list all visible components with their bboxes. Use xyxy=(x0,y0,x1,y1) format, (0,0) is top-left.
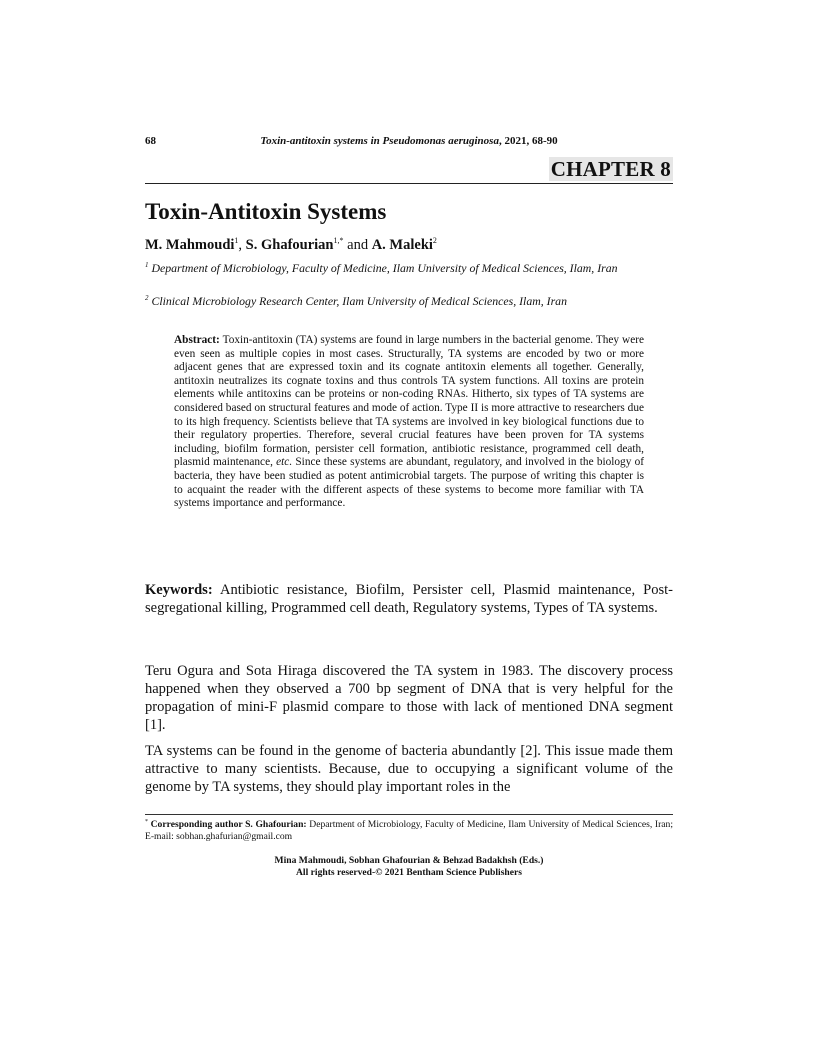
author-1: M. Mahmoudi xyxy=(145,237,235,253)
footnote-text: Department of Microbiology, Faculty of Medicine, Ilam University of Medical Sciences, Iran; E-mail: sobhan.ghafurian@gmail.com xyxy=(145,819,673,842)
page-number: 68 xyxy=(145,135,156,147)
footnote-mark: * xyxy=(145,819,148,825)
publisher-notice xyxy=(145,855,673,879)
affiliation-2-mark: 2 xyxy=(145,294,149,302)
chapter-title: Toxin-Antitoxin Systems xyxy=(145,199,387,224)
editors-line: Mina Mahmoudi, Sobhan Ghafourian & Behzad Badakhsh (Eds.) xyxy=(274,855,544,866)
author-2-affil: 1,* xyxy=(333,236,344,245)
footnote-label: Corresponding author S. Ghafourian: xyxy=(148,819,307,830)
author-line xyxy=(145,236,437,254)
keywords-text: Antibiotic resistance, Biofilm, Persister cell, Plasmid maintenance, Post-segregational killing, Programmed cell death, Regulatory systems, Types of TA systems. xyxy=(145,582,673,616)
chapter-label: CHAPTER 8 xyxy=(550,157,671,181)
abstract-text-1: Toxin-antitoxin (TA) systems are found in large numbers in the bacterial genome. They were even seen as multiple copies in most cases. Structurally, TA systems are encoded by two or more adjacent genes that are expressed toxin and its cognate antitoxin elements all together. Generally, antitoxin neutralizes its cognate toxins and thus controls TA system functions. All toxins are protein elements while antitoxins can be proteins or non-coding RNAs. Hitherto, six types of TA systems are considered based on structural features and mode of action. Type II is more attractive to researchers due to its high frequency. Scientists believe that TA systems are involved in key biological functions due to their regulatory properties. Therefore, several crucial features have been proven for TA systems including, biofilm formation, persister cell formation, antibiotic resistance, programmed cell death, plasmid maintenance, xyxy=(174,334,644,469)
abstract-label: Abstract: xyxy=(174,334,220,346)
abstract-etc: etc. xyxy=(276,456,293,469)
body-paragraph-2: TA systems can be found in the genome of bacteria abundantly [2]. This issue made them attractive to many scientists. Because, due to occupying a significant volume of the genome by TA systems, they should play important roles in the xyxy=(145,743,673,795)
affiliation-2 xyxy=(145,294,673,309)
abstract xyxy=(174,334,644,511)
author-3-affil: 2 xyxy=(432,236,437,245)
running-title-rest: , 2021, 68-90 xyxy=(498,135,558,147)
chapter-divider xyxy=(145,183,673,184)
footnote xyxy=(145,819,673,843)
running-title xyxy=(145,135,673,147)
author-sep-2: and xyxy=(343,237,372,253)
affiliation-1-text: Department of Microbiology, Faculty of Medicine, Ilam University of Medical Sciences, Ilam, Iran xyxy=(148,261,618,275)
keywords xyxy=(145,581,673,617)
author-sep-1: , xyxy=(238,237,246,253)
affiliation-2-text: Clinical Microbiology Research Center, Ilam University of Medical Sciences, Ilam, Iran xyxy=(148,294,567,308)
abstract-text-2: Since these systems are abundant, regulatory, and involved in the biology of bacteria, they have been studied as potent antimicrobial targets. The purpose of writing this chapter is to acquaint the reader with the different aspects of these systems to become more familiar with TA systems importance and performance. xyxy=(174,456,644,510)
body-paragraph-1: Teru Ogura and Sota Hiraga discovered the TA system in 1983. The discovery process happened when they observed a 700 bp segment of DNA that is very helpful for the propagation of mini-F plasmid compare to those with lack of mentioned DNA segment [1]. xyxy=(145,663,673,733)
affiliation-1-mark: 1 xyxy=(145,261,149,269)
affiliation-1 xyxy=(145,261,673,276)
keywords-label: Keywords: xyxy=(145,582,213,598)
copyright-line: All rights reserved-© 2021 Bentham Science Publishers xyxy=(295,867,523,878)
author-3: A. Maleki xyxy=(371,237,433,253)
author-2: S. Ghafourian xyxy=(245,237,334,253)
running-title-italic: Toxin-antitoxin systems in Pseudomonas aeruginosa xyxy=(260,135,499,147)
footnote-divider xyxy=(145,814,673,815)
author-1-affil: 1 xyxy=(234,236,239,245)
